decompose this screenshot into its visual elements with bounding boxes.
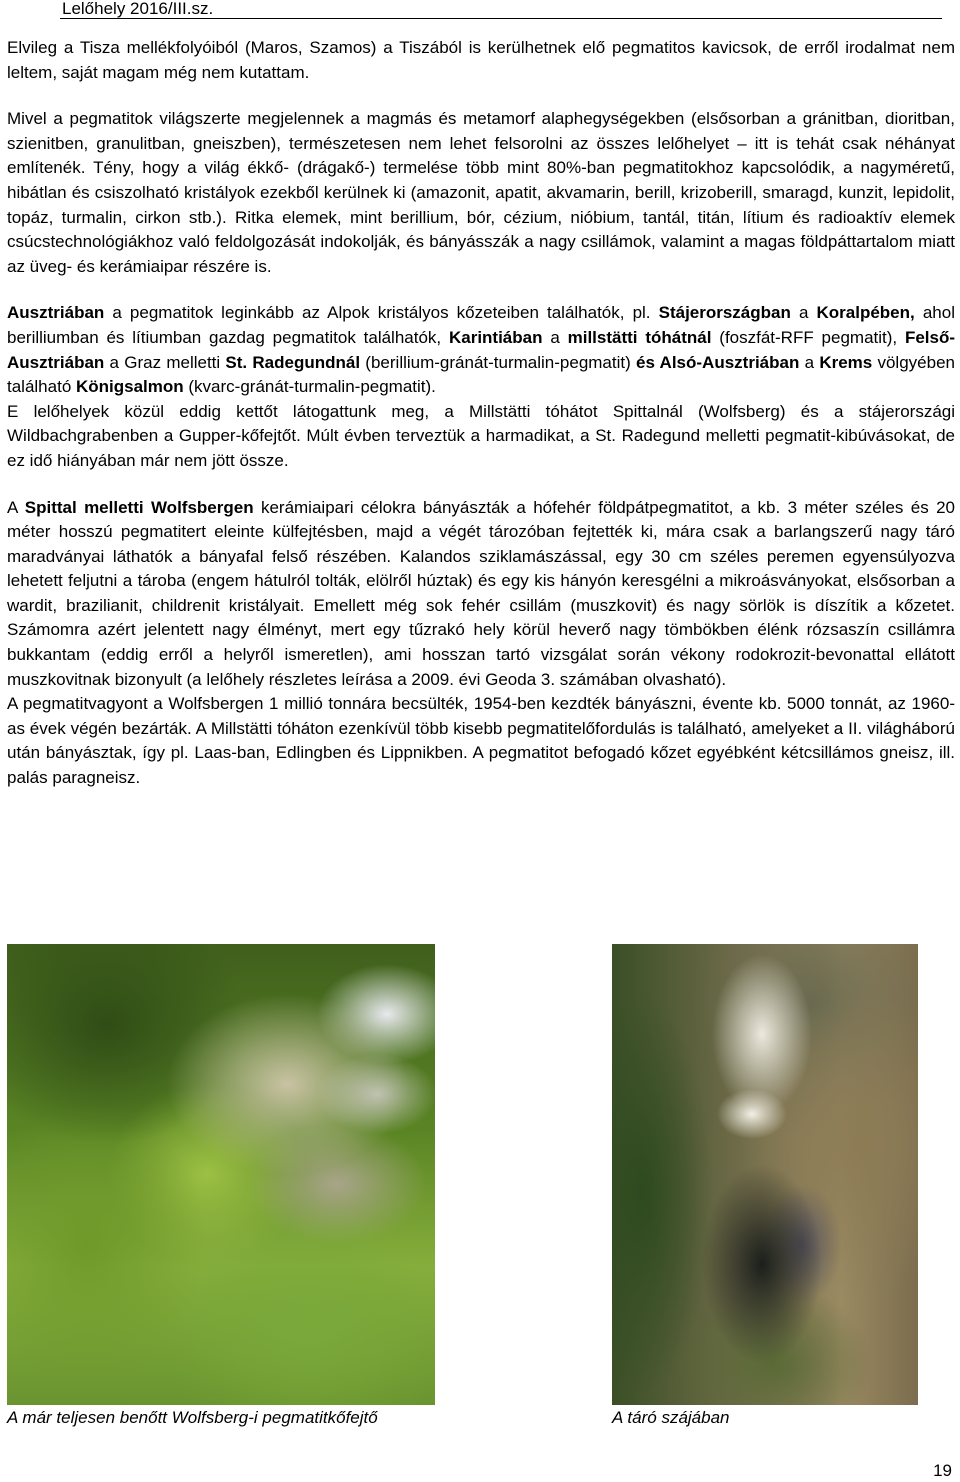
paragraph-tisza: Elvileg a Tisza mellékfolyóiból (Maros, Szamos) a Tiszából is kerülhetnek elő pegmatitos kavicsok, de erről irodalmat nem leltem, saját magam még nem kutattam. <box>7 38 955 82</box>
quarry-photo <box>7 944 435 1405</box>
paragraph-reserves: A pegmatitvagyont a Wolfsbergen 1 millió tonnára becsülték, 1954-ben kezdték bányászni, évente kb. 5000 tonnát, az 1960-as évek végén bezárták. A Millstätti tóháton ezenkívül több kisebb pegmatitelőfordulás is található, amelyeket a II. világháború után bányásztak, így pl. Laas-ban, Edlingben és Lippnikben. A pegmatitot befogadó kőzet egyébként kétcsillámos gneisz, ill. palás paragneisz. <box>7 694 955 788</box>
adit-entrance-photo <box>612 944 918 1405</box>
figure-caption-quarry: A már teljesen benőtt Wolfsberg-i pegmatitkőfejtő <box>7 1408 378 1427</box>
page-number: 19 <box>933 1461 952 1480</box>
paragraph-austria: Ausztriában a pegmatitok leginkább az Alpok kristályos kőzeteiben találhatók, pl. Stájerországban a Koralpében, ahol berilliumban és lítiumban gazdag pegmatitok találhatók, Karintiában a millstätti tóhátnál (foszfát-RFF pegmatit), Felső-Ausztriában a Graz melletti St. Radegundnál (berillium-gránát-turmalin-pegmatit) és Alsó-Ausztriában a Krems völgyében található Königsalmon (kvarc-gránát-turmalin-pegmatit). <box>7 303 956 397</box>
running-header: Lelőhely 2016/III.sz. <box>60 0 942 19</box>
article-body <box>7 36 955 791</box>
paragraph-pegmatite-overview: Mivel a pegmatitok világszerte megjelennek a magmás és metamorf alaphegységekben (elsősorban a gránitban, dioritban, szienitben, granulitban, gneiszben), természetesen nem lehet felsorolni az összes lelőhelyet – itt is tehát csak néhányat említenék. Tény, hogy a világ ékkő- (drágakő-) termelése több mint 80%-ban pegmatitokhoz kapcsolódik, a nagyméretű, hibátlan és csiszolható kristályok ezekből kerülnek ki (amazonit, apatit, akvamarin, berill, krizoberill, smaragd, kunzit, lepidolit, topáz, turmalin, cirkon stb.). Ritka elemek, mint berillium, bór, cézium, nióbium, tantál, titán, lítium és radioaktív elemek csúcstechnológiákhoz való feldolgozását indokolják, és bányásszák a nagy csillámok, valamint a magas földpáttartalom miatt az üveg- és kerámiaipar részére is. <box>7 109 955 276</box>
paragraph-visits: E lelőhelyek közül eddig kettőt látogattunk meg, a Millstätti tóhátot Spittalnál (Wolfsberg) és a stájerországi Wildbachgrabenben a Gupper-kőfejtőt. Múlt évben terveztük a harmadikat, a St. Radegund melletti pegmatit-kibúvásokat, de ez idő hiányában már nem jött össze. <box>7 401 955 470</box>
paragraph-wolfsberg: A Spittal melletti Wolfsbergen kerámiaipari célokra bányászták a hófehér földpátpegmatitot, a kb. 3 méter széles és 20 méter hosszú pegmatitert eleinte külfejtésben, majd a végét tározóban fejtették ki, mára csak a barlangszerű nagy táró maradványai láthatók a bányafal felső részében. Kalandos sziklamászással, egy 30 cm széles peremen egyensúlyozva lehetett feljutni a tároba (engem hátulról tolták, elölről húztak) és egy kis hányón keresgélni a mikroásványokat, elsősorban a wardit, brazilianit, childrenit kristályait. Emellett még sok fehér csillám (muszkovit) és nagy sörlök is díszítik a kőzetet. Számomra azért jelentett nagy élményt, mert egy tűzrakó hely körül heverő nagy tömbökben élénk rózsaszín csillámra bukkantam (eddig erről a helyről ismeretlen), ami hosszan tartó vizsgálat során vékony rodokrozit-bevonattal ellátott muszkovitnak bizonyult (a lelőhely részletes leírása a 2009. évi Geoda 3. számában olvasható). <box>7 497 955 689</box>
figure-caption-adit: A táró szájában <box>612 1408 730 1427</box>
